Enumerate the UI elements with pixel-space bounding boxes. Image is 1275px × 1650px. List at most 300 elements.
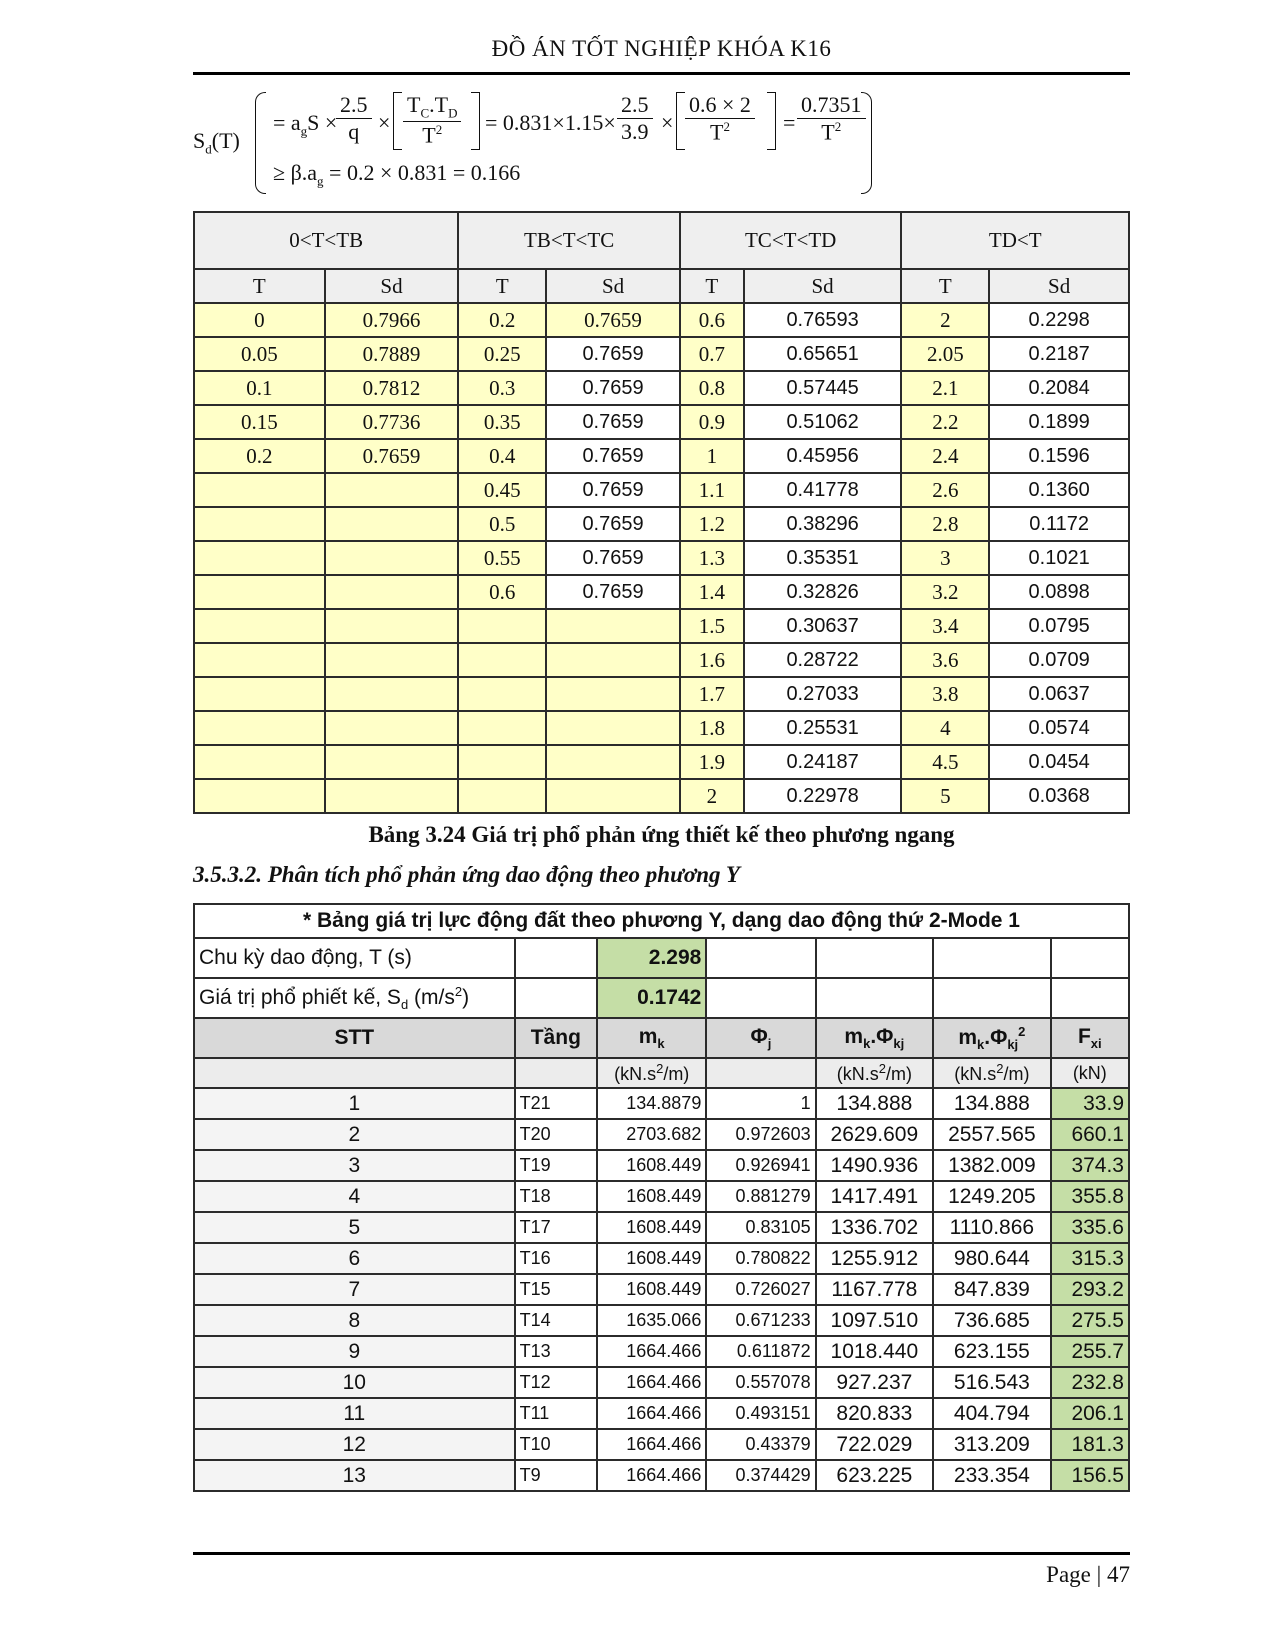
row-mk-phi2: 847.839 — [933, 1274, 1051, 1305]
row-phi: 0.43379 — [706, 1429, 815, 1460]
table1-cell: 0.27033 — [744, 677, 902, 711]
table1-cell — [458, 643, 546, 677]
table1-cell: 0.7 — [680, 337, 744, 371]
table1-cell: 2.1 — [901, 371, 989, 405]
row-phi: 0.780822 — [706, 1243, 815, 1274]
spectrum-table-horizontal — [193, 211, 1130, 814]
formula-fraction-5: $\frac{0.7351}{T^2}$ — [797, 92, 866, 145]
table1-cell: 2 — [680, 779, 744, 813]
row-phi: 0.671233 — [706, 1305, 815, 1336]
row-mk-phi2: 134.888 — [933, 1088, 1051, 1119]
row-phi: 0.374429 — [706, 1460, 815, 1491]
row-phi: 1 — [706, 1088, 815, 1119]
header-rule — [193, 72, 1130, 75]
table1-cell: 0.7889 — [325, 337, 459, 371]
row-mk: 1635.066 — [597, 1305, 706, 1336]
table1-cell — [546, 745, 680, 779]
table1-cell — [546, 779, 680, 813]
table1-cell: 0.2084 — [989, 371, 1129, 405]
row-stt: 8 — [194, 1305, 515, 1336]
row-floor: T16 — [515, 1243, 597, 1274]
row-fx: 232.8 — [1051, 1367, 1129, 1398]
row-mk-phi: 134.888 — [816, 1088, 934, 1119]
empty-cell — [1051, 978, 1129, 1018]
table1-cell: 5 — [901, 779, 989, 813]
table1-cell: 0.7659 — [546, 575, 680, 609]
unit-cell — [706, 1058, 815, 1088]
row-floor: T14 — [515, 1305, 597, 1336]
row-stt: 9 — [194, 1336, 515, 1367]
row-fx: 255.7 — [1051, 1336, 1129, 1367]
table1-cell: 3 — [901, 541, 989, 575]
section-subheading: 3.5.3.2. Phân tích phổ phản ứng dao động theo phương Y — [193, 862, 740, 887]
table1-cell: 2.8 — [901, 507, 989, 541]
formula-lhs: $S_d(T)$ — [193, 128, 240, 157]
table1-cell — [458, 677, 546, 711]
table1-cell: 0.2298 — [989, 303, 1129, 337]
row-stt: 13 — [194, 1460, 515, 1491]
row-phi: 0.83105 — [706, 1212, 815, 1243]
table1-cell: 0.9 — [680, 405, 744, 439]
table1-cell: 1.2 — [680, 507, 744, 541]
row-fx: 293.2 — [1051, 1274, 1129, 1305]
table1-cell: 0.22978 — [744, 779, 902, 813]
table2-row — [194, 1305, 1129, 1336]
table1-cell: 0.2 — [194, 439, 325, 473]
empty-cell — [816, 938, 934, 978]
table1-row — [194, 575, 1129, 609]
table1-cell: 0.1596 — [989, 439, 1129, 473]
formula-eq: = — [783, 110, 796, 135]
table1-row — [194, 745, 1129, 779]
table2-row — [194, 1274, 1129, 1305]
row-fx: 206.1 — [1051, 1398, 1129, 1429]
formula-fraction-4: $\frac{0.6 \times 2}{T^2}$ — [685, 92, 755, 145]
formula-times-2: × — [661, 110, 674, 135]
formula-bracket-r2 — [767, 92, 776, 150]
row-floor: T9 — [515, 1460, 597, 1491]
row-mk-phi: 1336.702 — [816, 1212, 934, 1243]
row-mk-phi2: 623.155 — [933, 1336, 1051, 1367]
table1-cell: 0.0368 — [989, 779, 1129, 813]
table1-cell: 0.0574 — [989, 711, 1129, 745]
table1-cell: 0.1360 — [989, 473, 1129, 507]
table2-row — [194, 1367, 1129, 1398]
table1-cell: 0.2 — [458, 303, 546, 337]
row-mk: 2703.682 — [597, 1119, 706, 1150]
table1-cell — [194, 677, 325, 711]
row-mk-phi: 2629.609 — [816, 1119, 934, 1150]
formula-fraction-3: $\frac{2.5}{3.9}$ — [617, 92, 653, 145]
table1-cell: 0.6 — [458, 575, 546, 609]
table1-cell: 0.1021 — [989, 541, 1129, 575]
col-header-sd: Sd — [325, 269, 459, 303]
row-stt: 4 — [194, 1181, 515, 1212]
table1-cell: 2 — [901, 303, 989, 337]
table1-cell: 0.7659 — [546, 439, 680, 473]
col-header-sd: Sd — [989, 269, 1129, 303]
row-mk-phi: 623.225 — [816, 1460, 934, 1491]
table1-cell: 0.0454 — [989, 745, 1129, 779]
table1-cell — [458, 609, 546, 643]
unit-mk-phi2: $(kN.s^2/m)$ — [933, 1058, 1051, 1088]
col-header-tang: Tầng — [515, 1018, 597, 1058]
row-floor: T19 — [515, 1150, 597, 1181]
row-stt: 12 — [194, 1429, 515, 1460]
row-phi: 0.726027 — [706, 1274, 815, 1305]
row-stt: 5 — [194, 1212, 515, 1243]
group-header: TC<T<TD — [680, 212, 902, 269]
row-fx: 275.5 — [1051, 1305, 1129, 1336]
row-floor: T12 — [515, 1367, 597, 1398]
row-floor: T13 — [515, 1336, 597, 1367]
empty-cell — [933, 938, 1051, 978]
sd-value: 0.1742 — [597, 978, 706, 1018]
table1-cell — [194, 779, 325, 813]
empty-cell — [1051, 938, 1129, 978]
table1-cell: 0.1172 — [989, 507, 1129, 541]
row-mk: 1608.449 — [597, 1181, 706, 1212]
unit-mk-phi: $(kN.s^2/m)$ — [816, 1058, 934, 1088]
row-mk-phi2: 233.354 — [933, 1460, 1051, 1491]
row-mk: 1608.449 — [597, 1150, 706, 1181]
table1-cell — [194, 609, 325, 643]
table1-cell: 0.7659 — [325, 439, 459, 473]
table1-cell: 1.3 — [680, 541, 744, 575]
table2-row — [194, 1150, 1129, 1181]
formula-fraction-1: $\frac{2.5}{q}$ — [336, 92, 372, 145]
table1-cell: 1.7 — [680, 677, 744, 711]
page-header-title: ĐỒ ÁN TỐT NGHIỆP KHÓA K16 — [491, 36, 832, 61]
table1-cell — [546, 711, 680, 745]
unit-cell — [194, 1058, 515, 1088]
table1-row — [194, 405, 1129, 439]
table2-row — [194, 1212, 1129, 1243]
col-header-mk-phi2: $m_k.\Phi_{kj}^2$ — [933, 1018, 1051, 1058]
table1-cell: 0.7659 — [546, 303, 680, 337]
table2-row — [194, 1429, 1129, 1460]
table1-cell — [546, 609, 680, 643]
table1-cell: 0.7736 — [325, 405, 459, 439]
table1-cell — [194, 745, 325, 779]
table1-cell — [325, 507, 459, 541]
table1-cell: 3.2 — [901, 575, 989, 609]
spectrum-formula — [193, 90, 913, 200]
empty-cell — [515, 978, 597, 1018]
table1-cell — [194, 473, 325, 507]
table1-cell: 2.6 — [901, 473, 989, 507]
table1-cell: 0.0795 — [989, 609, 1129, 643]
row-mk-phi: 1417.491 — [816, 1181, 934, 1212]
row-stt: 11 — [194, 1398, 515, 1429]
table1-row — [194, 473, 1129, 507]
formula-left-brace — [255, 92, 266, 194]
col-header-stt: STT — [194, 1018, 515, 1058]
table1-cell: 0.7659 — [546, 507, 680, 541]
table1-cell — [325, 677, 459, 711]
unit-fx: (kN) — [1051, 1058, 1129, 1088]
table1-cell: 0.3 — [458, 371, 546, 405]
row-mk-phi2: 980.644 — [933, 1243, 1051, 1274]
table1-cell: 0.7966 — [325, 303, 459, 337]
row-floor: T10 — [515, 1429, 597, 1460]
table1-cell — [194, 575, 325, 609]
row-floor: T15 — [515, 1274, 597, 1305]
table1-cell: 0.7659 — [546, 541, 680, 575]
table1-cell: 0.5 — [458, 507, 546, 541]
row-mk-phi: 927.237 — [816, 1367, 934, 1398]
row-mk: 1608.449 — [597, 1274, 706, 1305]
formula-bracket-l2 — [676, 92, 685, 150]
table1-cell: 0.6 — [680, 303, 744, 337]
table1-cell: 0.05 — [194, 337, 325, 371]
table1-cell: 2.2 — [901, 405, 989, 439]
table1-cell: 1.5 — [680, 609, 744, 643]
formula-bracket-l1 — [393, 92, 402, 150]
table1-cell — [325, 745, 459, 779]
table1-row — [194, 779, 1129, 813]
table1-cell: 0.7659 — [546, 371, 680, 405]
footer-rule — [193, 1552, 1130, 1555]
table1-cell — [325, 779, 459, 813]
table1-cell: 0.4 — [458, 439, 546, 473]
table1-cell — [194, 643, 325, 677]
table2-row — [194, 1398, 1129, 1429]
table1-cell: 0.25531 — [744, 711, 902, 745]
seismic-force-table-y — [193, 903, 1130, 1492]
table1-cell — [546, 643, 680, 677]
row-floor: T20 — [515, 1119, 597, 1150]
table2-row — [194, 1181, 1129, 1212]
table-caption: Bảng 3.24 Giá trị phổ phản ứng thiết kế theo phương ngang — [368, 822, 955, 847]
table1-cell: 0.57445 — [744, 371, 902, 405]
group-header: 0<T<TB — [194, 212, 458, 269]
row-phi: 0.557078 — [706, 1367, 815, 1398]
row-floor: T11 — [515, 1398, 597, 1429]
unit-cell — [515, 1058, 597, 1088]
table1-cell: 0.65651 — [744, 337, 902, 371]
period-label: Chu kỳ dao động, T (s) — [194, 938, 515, 978]
col-header-t: T — [458, 269, 546, 303]
row-mk: 1664.466 — [597, 1460, 706, 1491]
row-stt: 6 — [194, 1243, 515, 1274]
row-fx: 181.3 — [1051, 1429, 1129, 1460]
formula-fraction-2: $\frac{T_C.T_D}{T^2}$ — [403, 92, 461, 149]
table1-cell: 0.51062 — [744, 405, 902, 439]
row-mk-phi2: 1249.205 — [933, 1181, 1051, 1212]
table1-row — [194, 303, 1129, 337]
table1-cell — [458, 711, 546, 745]
table1-cell: 0.41778 — [744, 473, 902, 507]
table1-cell: 0.7812 — [325, 371, 459, 405]
row-mk-phi2: 313.209 — [933, 1429, 1051, 1460]
page-number: Page | 47 — [1046, 1562, 1130, 1587]
table1-cell — [325, 575, 459, 609]
table1-cell: 0.8 — [680, 371, 744, 405]
row-mk-phi2: 1382.009 — [933, 1150, 1051, 1181]
table1-cell: 1 — [680, 439, 744, 473]
row-stt: 10 — [194, 1367, 515, 1398]
formula-line1-prefix: = $a_gS$ × — [273, 110, 338, 139]
table1-cell — [325, 609, 459, 643]
row-mk-phi: 1490.936 — [816, 1150, 934, 1181]
row-mk-phi2: 404.794 — [933, 1398, 1051, 1429]
row-stt: 1 — [194, 1088, 515, 1119]
table1-cell: 2.05 — [901, 337, 989, 371]
table1-row — [194, 439, 1129, 473]
table1-cell: 0.45 — [458, 473, 546, 507]
row-fx: 374.3 — [1051, 1150, 1129, 1181]
col-header-sd: Sd — [744, 269, 902, 303]
table2-row — [194, 1088, 1129, 1119]
formula-times-1: × — [378, 110, 391, 135]
row-mk-phi: 820.833 — [816, 1398, 934, 1429]
table1-row — [194, 609, 1129, 643]
table1-cell: 1.9 — [680, 745, 744, 779]
table1-cell: 1.6 — [680, 643, 744, 677]
empty-cell — [816, 978, 934, 1018]
table1-cell: 1.8 — [680, 711, 744, 745]
row-stt: 2 — [194, 1119, 515, 1150]
row-mk: 1664.466 — [597, 1336, 706, 1367]
col-header-t: T — [901, 269, 989, 303]
row-mk-phi: 1018.440 — [816, 1336, 934, 1367]
table1-cell: 0.35351 — [744, 541, 902, 575]
table1-cell: 0.55 — [458, 541, 546, 575]
row-mk: 134.8879 — [597, 1088, 706, 1119]
table1-cell: 4 — [901, 711, 989, 745]
table1-cell — [325, 711, 459, 745]
table1-cell: 0.28722 — [744, 643, 902, 677]
table2-title: * Bảng giá trị lực động đất theo phương Y, dạng dao động thứ 2-Mode 1 — [194, 904, 1129, 938]
row-mk-phi: 1255.912 — [816, 1243, 934, 1274]
period-value: 2.298 — [597, 938, 706, 978]
row-phi: 0.972603 — [706, 1119, 815, 1150]
row-mk-phi2: 1110.866 — [933, 1212, 1051, 1243]
row-mk-phi2: 736.685 — [933, 1305, 1051, 1336]
table1-row — [194, 507, 1129, 541]
unit-mk: $(kN.s^2/m)$ — [597, 1058, 706, 1088]
row-mk-phi2: 516.543 — [933, 1367, 1051, 1398]
table1-cell: 2.4 — [901, 439, 989, 473]
row-mk: 1608.449 — [597, 1243, 706, 1274]
row-mk: 1664.466 — [597, 1367, 706, 1398]
col-header-t: T — [194, 269, 325, 303]
table2-row — [194, 1243, 1129, 1274]
table1-group-header — [194, 212, 1129, 269]
table1-cell: 0.7659 — [546, 473, 680, 507]
table1-cell: 0.0709 — [989, 643, 1129, 677]
table1-cell — [325, 643, 459, 677]
row-mk-phi2: 2557.565 — [933, 1119, 1051, 1150]
table1-cell: 0.30637 — [744, 609, 902, 643]
group-header: TD<T — [901, 212, 1129, 269]
table1-cell: 0.7659 — [546, 337, 680, 371]
table1-cell: 0.45956 — [744, 439, 902, 473]
table1-cell — [458, 745, 546, 779]
empty-cell — [706, 978, 815, 1018]
row-fx: 335.6 — [1051, 1212, 1129, 1243]
table2-row — [194, 1336, 1129, 1367]
empty-cell — [515, 938, 597, 978]
table1-cell: 0.1 — [194, 371, 325, 405]
formula-line1-eq: = 0.831×1.15× — [485, 110, 616, 135]
table1-cell: 1.1 — [680, 473, 744, 507]
row-floor: T18 — [515, 1181, 597, 1212]
table1-cell: 3.6 — [901, 643, 989, 677]
col-header-fx: $F_{xi}$ — [1051, 1018, 1129, 1058]
table1-cell — [325, 473, 459, 507]
table1-cell: 3.4 — [901, 609, 989, 643]
table1-cell: 0.35 — [458, 405, 546, 439]
table1-cell — [194, 507, 325, 541]
formula-bracket-r1 — [471, 92, 480, 150]
table2-row — [194, 1119, 1129, 1150]
row-mk: 1664.466 — [597, 1429, 706, 1460]
table1-cell: 0.0637 — [989, 677, 1129, 711]
row-mk: 1664.466 — [597, 1398, 706, 1429]
table1-row — [194, 677, 1129, 711]
table1-cell: 4.5 — [901, 745, 989, 779]
row-fx: 156.5 — [1051, 1460, 1129, 1491]
table1-cell — [458, 779, 546, 813]
table1-cell: 1.4 — [680, 575, 744, 609]
row-mk-phi: 1167.778 — [816, 1274, 934, 1305]
table1-row — [194, 541, 1129, 575]
row-stt: 7 — [194, 1274, 515, 1305]
row-phi: 0.926941 — [706, 1150, 815, 1181]
table1-cell: 0.38296 — [744, 507, 902, 541]
col-header-phi: $\Phi_j$ — [706, 1018, 815, 1058]
table1-cell — [194, 541, 325, 575]
col-header-mk-phi: $m_k.\Phi_{kj}$ — [816, 1018, 934, 1058]
table1-row — [194, 337, 1129, 371]
row-fx: 660.1 — [1051, 1119, 1129, 1150]
row-floor: T17 — [515, 1212, 597, 1243]
col-header-sd: Sd — [546, 269, 680, 303]
table1-cell: 3.8 — [901, 677, 989, 711]
table1-cell: 0.76593 — [744, 303, 902, 337]
row-floor: T21 — [515, 1088, 597, 1119]
table1-row — [194, 371, 1129, 405]
table1-cell — [325, 541, 459, 575]
formula-right-brace — [861, 92, 872, 194]
table1-row — [194, 711, 1129, 745]
empty-cell — [933, 978, 1051, 1018]
col-header-t: T — [680, 269, 744, 303]
row-mk-phi: 722.029 — [816, 1429, 934, 1460]
table1-cell: 0.7659 — [546, 405, 680, 439]
table1-cell: 0.15 — [194, 405, 325, 439]
table1-cell: 0.32826 — [744, 575, 902, 609]
table1-cell: 0.0898 — [989, 575, 1129, 609]
row-fx: 315.3 — [1051, 1243, 1129, 1274]
table1-cell — [546, 677, 680, 711]
table1-cell: 0 — [194, 303, 325, 337]
row-mk-phi: 1097.510 — [816, 1305, 934, 1336]
sd-label: Giá trị phổ phiết kế, $S_d$ $(m/s^2)$ — [194, 978, 515, 1018]
table2-row — [194, 1460, 1129, 1491]
table1-cell: 0.2187 — [989, 337, 1129, 371]
table1-row — [194, 643, 1129, 677]
empty-cell — [706, 938, 815, 978]
row-stt: 3 — [194, 1150, 515, 1181]
row-fx: 355.8 — [1051, 1181, 1129, 1212]
formula-line2: ≥ $\beta.a_g = 0.2 \times 0.831 = 0.166$ — [273, 160, 521, 189]
table1-cell: 0.24187 — [744, 745, 902, 779]
row-phi: 0.611872 — [706, 1336, 815, 1367]
group-header: TB<T<TC — [458, 212, 680, 269]
